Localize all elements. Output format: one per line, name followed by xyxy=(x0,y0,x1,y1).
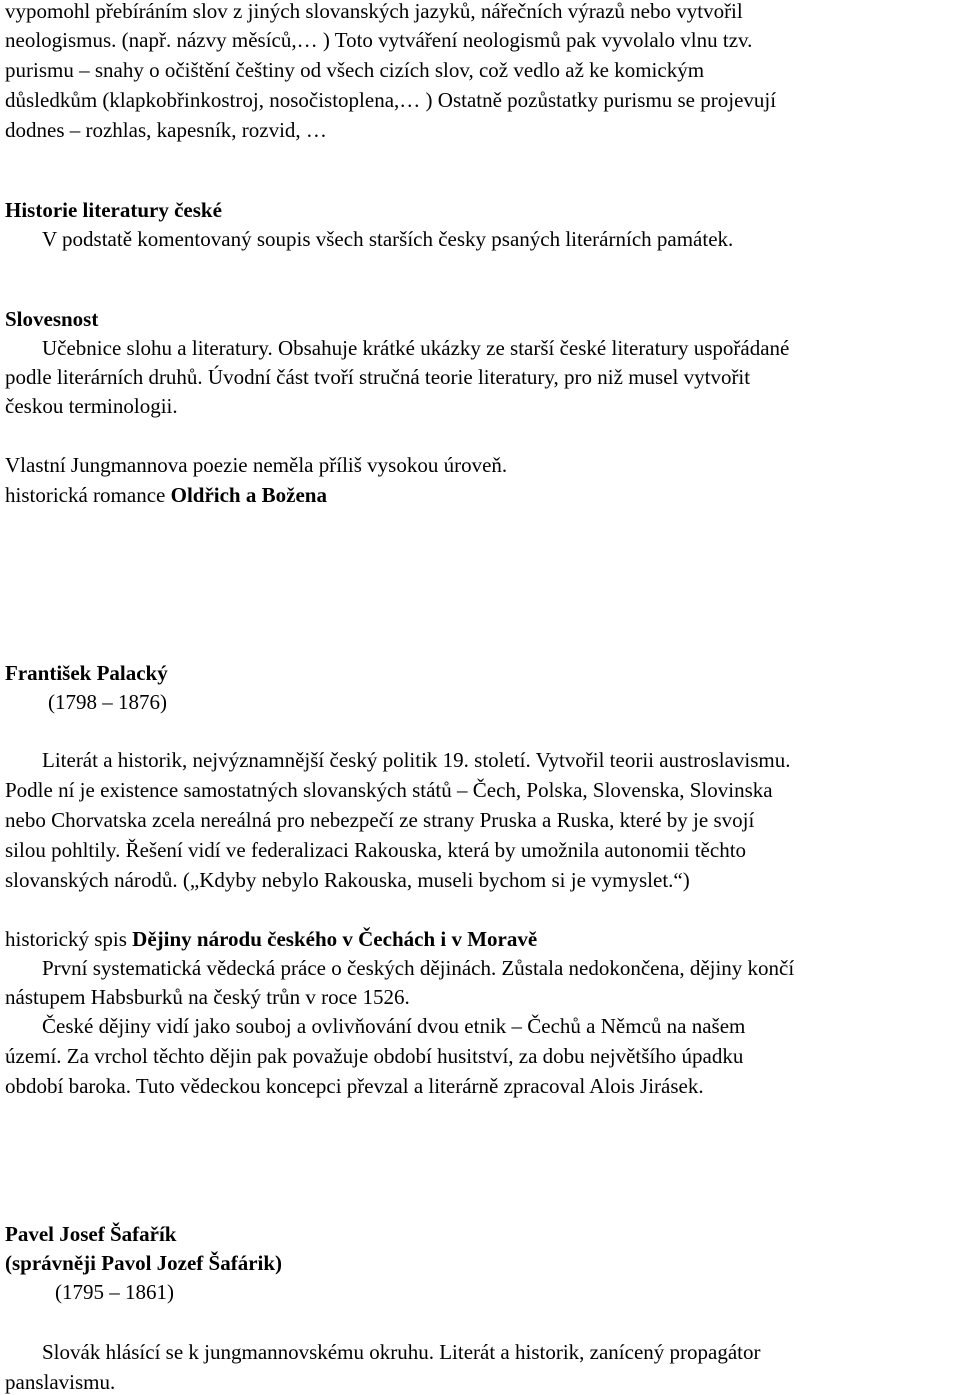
intro-line: purismu – snahy o očištění češtiny od všech cizích slov, což vedlo až ke komickým xyxy=(5,58,705,82)
palacky-line: silou pohltily. Řešení vidí ve federalizaci Rakouska, která by umožnila autonomii těchto xyxy=(5,838,747,862)
slovesnost-line: Učebnice slohu a literatury. Obsahuje krátké ukázky ze starší české literatury uspořádané xyxy=(42,336,790,360)
romance-prefix: historická romance xyxy=(5,483,171,507)
romance-title: Oldřich a Božena xyxy=(170,483,327,507)
slovesnost-line: českou terminologii. xyxy=(5,394,178,418)
spis-prefix: historický spis xyxy=(5,927,133,951)
poezie-text: Vlastní Jungmannova poezie neměla příliš vysokou úroveň. xyxy=(5,453,508,477)
romance-line xyxy=(5,482,327,508)
spis-line: České dějiny vidí jako souboj a ovlivňování dvou etnik – Čechů a Němců na našem xyxy=(42,1014,746,1038)
spis-line: nástupem Habsburků na český trůn v roce 1526. xyxy=(5,985,410,1009)
palacky-line: nebo Chorvatska zcela nereálná pro nebezpečí ze strany Pruska a Ruska, které by je svojí xyxy=(5,808,755,832)
intro-line: vypomohl přebíráním slov z jiných slovanských jazyků, nářečních výrazů nebo vytvořil xyxy=(5,0,743,23)
heading-slovesnost-text: Slovesnost xyxy=(5,307,99,331)
slovesnost-line: podle literárních druhů. Úvodní část tvoří stručná teorie literatury, pro niž musel vytvořit xyxy=(5,365,751,389)
heading-safarik-alt xyxy=(5,1250,282,1276)
heading-historie-text: Historie literatury české xyxy=(5,198,222,222)
intro-line: neologismus. (např. názvy měsíců,… ) Toto vytváření neologismů pak vyvolalo vlnu tzv. xyxy=(5,28,753,52)
heading-slovesnost xyxy=(5,306,98,332)
palacky-line: Literát a historik, nejvýznamnější český politik 19. století. Vytvořil teorii austroslavismu. xyxy=(42,748,791,772)
heading-palacky xyxy=(5,660,168,686)
intro-line: důsledkům (klapkobřinkostroj, nosočistoplena,… ) Ostatně pozůstatky purismu se projevují xyxy=(5,88,777,112)
spis-line: území. Za vrchol těchto dějin pak považuje období husitství, za dobu největšího úpadku xyxy=(5,1044,744,1068)
spis-title: Dějiny národu českého v Čechách i v Moravě xyxy=(132,927,538,951)
palacky-name: František Palacký xyxy=(5,661,168,685)
intro-line: dodnes – rozhlas, kapesník, rozvid, … xyxy=(5,118,327,142)
heading-safarik xyxy=(5,1221,176,1247)
spis-line: První systematická vědecká práce o českých dějinách. Zůstala nedokončena, dějiny končí xyxy=(42,956,795,980)
spis-line xyxy=(5,926,537,952)
safarik-line: panslavismu. xyxy=(5,1370,116,1394)
heading-historie xyxy=(5,197,222,223)
spis-line: období baroka. Tuto vědeckou koncepci převzal a literárně zpracoval Alois Jirásek. xyxy=(5,1074,704,1098)
palacky-dates: (1798 – 1876) xyxy=(48,690,167,714)
historie-description: V podstatě komentovaný soupis všech starších česky psaných literárních památek. xyxy=(42,227,734,251)
safarik-dates: (1795 – 1861) xyxy=(55,1280,174,1304)
safarik-name-alt: (správněji Pavol Jozef Šafárik) xyxy=(5,1251,283,1275)
palacky-line: slovanských národů. („Kdyby nebylo Rakouska, museli bychom si je vymyslet.“) xyxy=(5,868,690,892)
palacky-line: Podle ní je existence samostatných slovanských států – Čech, Polska, Slovenska, Slovinska xyxy=(5,778,773,802)
safarik-name: Pavel Josef Šafařík xyxy=(5,1222,177,1246)
safarik-line: Slovák hlásící se k jungmannovskému okruhu. Literát a historik, zanícený propagátor xyxy=(42,1340,761,1364)
